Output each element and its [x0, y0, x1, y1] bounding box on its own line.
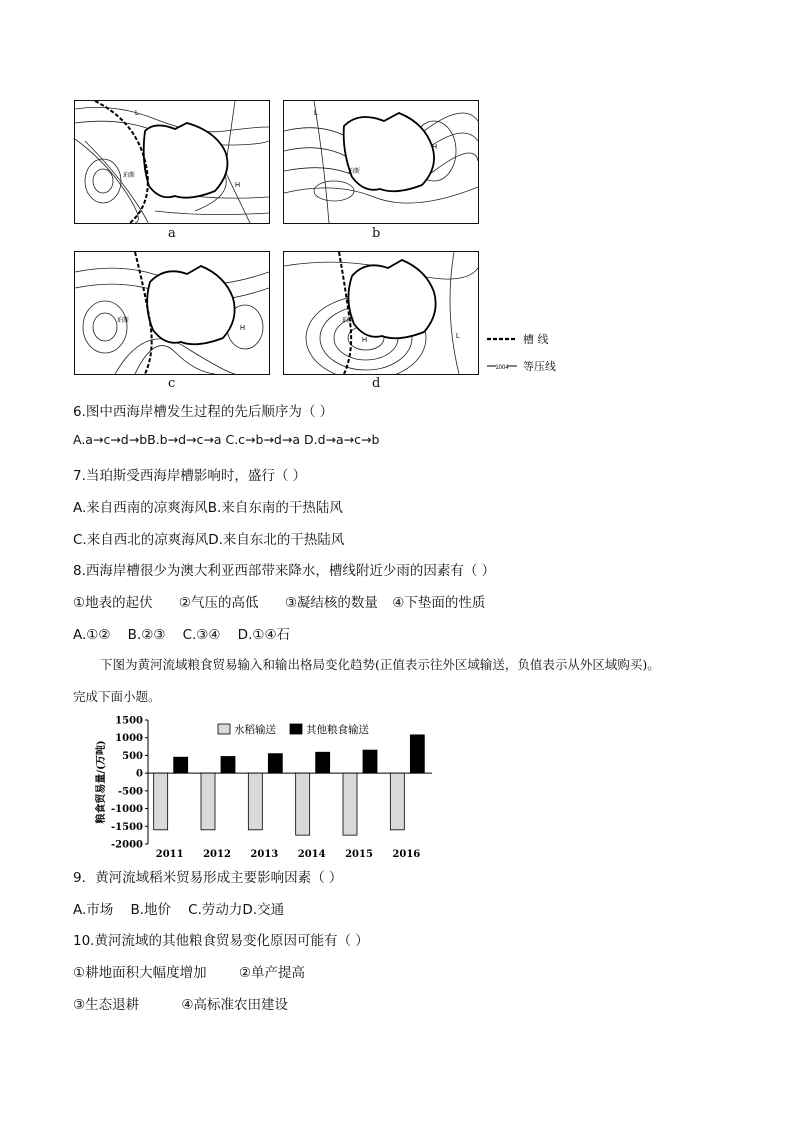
- other-grain-bar-2016: [410, 735, 424, 773]
- q9-stem: 9．黄河流域稻米贸易形成主要影响因素（ ）: [73, 870, 343, 886]
- trough-line-symbol: [487, 335, 517, 343]
- map-a: [74, 100, 270, 224]
- q10-item-1: ①耕地面积大幅度增加: [73, 965, 207, 981]
- q8-options: A.①② B.②③ C.③④ D.①④石: [73, 627, 291, 643]
- y-tick-label: -2000: [111, 839, 143, 851]
- y-tick-label: 1000: [115, 733, 143, 745]
- q10-stem: 10.黄河流域的其他粮食贸易变化原因可能有（ ）: [73, 933, 369, 949]
- svg-text:L: L: [456, 333, 460, 340]
- chart-bars: [154, 735, 425, 835]
- rice-bar-2012: [201, 773, 215, 830]
- svg-text:珀斯: 珀斯: [123, 173, 136, 179]
- other-grain-bar-2012: [221, 756, 235, 773]
- y-tick-label: 1500: [115, 715, 143, 727]
- svg-text:L: L: [135, 110, 139, 117]
- y-tick-label: -1000: [111, 804, 143, 816]
- rice-bar-2014: [296, 773, 310, 835]
- other-grain-bar-2015: [363, 750, 377, 773]
- legend-label-1: 其他粮食输送: [306, 724, 369, 736]
- svg-text:L: L: [314, 110, 318, 117]
- legend-isobar: [487, 358, 556, 374]
- rice-bar-2016: [390, 773, 404, 830]
- map-d: [283, 251, 479, 375]
- y-tick-label: -1500: [111, 821, 143, 833]
- rice-bar-2015: [343, 773, 357, 835]
- other-grain-bar-2013: [268, 754, 282, 773]
- x-tick-label: 2014: [297, 849, 326, 860]
- q7-options-line2: C.来自西北的凉爽海风D.来自东北的干热陆风: [73, 532, 345, 548]
- y-tick-label: 0: [136, 768, 143, 780]
- legend-label-0: 水稻输送: [234, 724, 276, 736]
- q8-items: [73, 591, 485, 611]
- x-tick-label: 2013: [250, 849, 279, 860]
- map-a-caption: a: [168, 226, 176, 241]
- q8-item-2: ②气压的高低: [178, 595, 259, 611]
- isobar-value: 1004: [495, 365, 509, 371]
- svg-text:H: H: [240, 325, 246, 332]
- legend-isobar-label: 等压线: [523, 360, 556, 373]
- rice-bar-2013: [248, 773, 262, 830]
- legend-swatch-1: [290, 724, 302, 734]
- map-c-graphic: [75, 252, 269, 374]
- rice-bar-2011: [154, 773, 168, 830]
- x-tick-label: 2016: [392, 849, 421, 860]
- q10-items-line2: [73, 993, 288, 1013]
- x-tick-label: 2011: [155, 849, 184, 860]
- q10-item-2: ②单产提高: [238, 965, 306, 981]
- q10-items-line1: [73, 961, 305, 981]
- q8-item-4: ④下垫面的性质: [392, 595, 486, 611]
- legend-swatch-0: [218, 724, 230, 734]
- map-b-caption: b: [372, 226, 381, 241]
- q8-stem: 8.西海岸槽很少为澳大利亚西部带来降水，槽线附近少雨的因素有（ ）: [73, 563, 496, 579]
- q10-item-3: ③生态退耕: [73, 997, 140, 1013]
- map-b: [283, 100, 479, 224]
- other-grain-bar-2014: [316, 752, 330, 773]
- grain-trade-chart: [90, 712, 440, 860]
- q7-stem: 7.当珀斯受西海岸槽影响时，盛行（ ）: [73, 468, 307, 484]
- intro-line1: 下图为黄河流域粮食贸易输入和输出格局变化趋势(正值表示往外区域输送，负值表示从外区域购买)。: [100, 657, 660, 672]
- q8-item-1: ①地表的起伏: [73, 595, 153, 611]
- svg-text:珀斯: 珀斯: [342, 318, 355, 324]
- legend-trough-label: 槽 线: [523, 333, 549, 346]
- q10-item-4: ④高标准农田建设: [181, 997, 289, 1013]
- q6-options: A.a→c→d→bB.b→d→c→a C.c→b→d→a D.d→a→c→b: [73, 432, 380, 447]
- x-tick-label: 2015: [345, 849, 373, 860]
- y-axis-label: 粮食贸易量/(万吨): [96, 740, 107, 824]
- map-d-caption: d: [372, 376, 381, 391]
- svg-text:珀斯: 珀斯: [348, 169, 361, 175]
- map-b-graphic: [284, 101, 478, 223]
- svg-text:H: H: [362, 337, 368, 344]
- chart-axes: [94, 716, 432, 861]
- y-tick-label: -500: [117, 786, 143, 798]
- isobar-line-symbol: [487, 361, 517, 371]
- svg-text:珀斯: 珀斯: [117, 318, 130, 324]
- y-tick-label: 500: [122, 750, 143, 762]
- map-c: [74, 251, 270, 375]
- q8-item-3: ③凝结核的数量: [284, 595, 378, 611]
- q6-stem: 6.图中西海岸槽发生过程的先后顺序为（ ）: [73, 404, 334, 420]
- other-grain-bar-2011: [174, 757, 188, 773]
- x-tick-label: 2012: [203, 849, 231, 860]
- chart-legend: [218, 723, 369, 736]
- map-a-graphic: [75, 101, 269, 223]
- q9-options: A.市场 B.地价 C.劳动力D.交通: [73, 902, 285, 918]
- map-c-caption: c: [168, 376, 176, 391]
- svg-text:H: H: [235, 182, 241, 189]
- intro-line2: 完成下面小题。: [73, 689, 161, 704]
- svg-text:H: H: [432, 144, 438, 151]
- q7-options-line1: A.来自西南的凉爽海风B.来自东南的干热陆风: [73, 500, 343, 516]
- map-d-graphic: [284, 252, 478, 374]
- legend-trough: [487, 331, 549, 347]
